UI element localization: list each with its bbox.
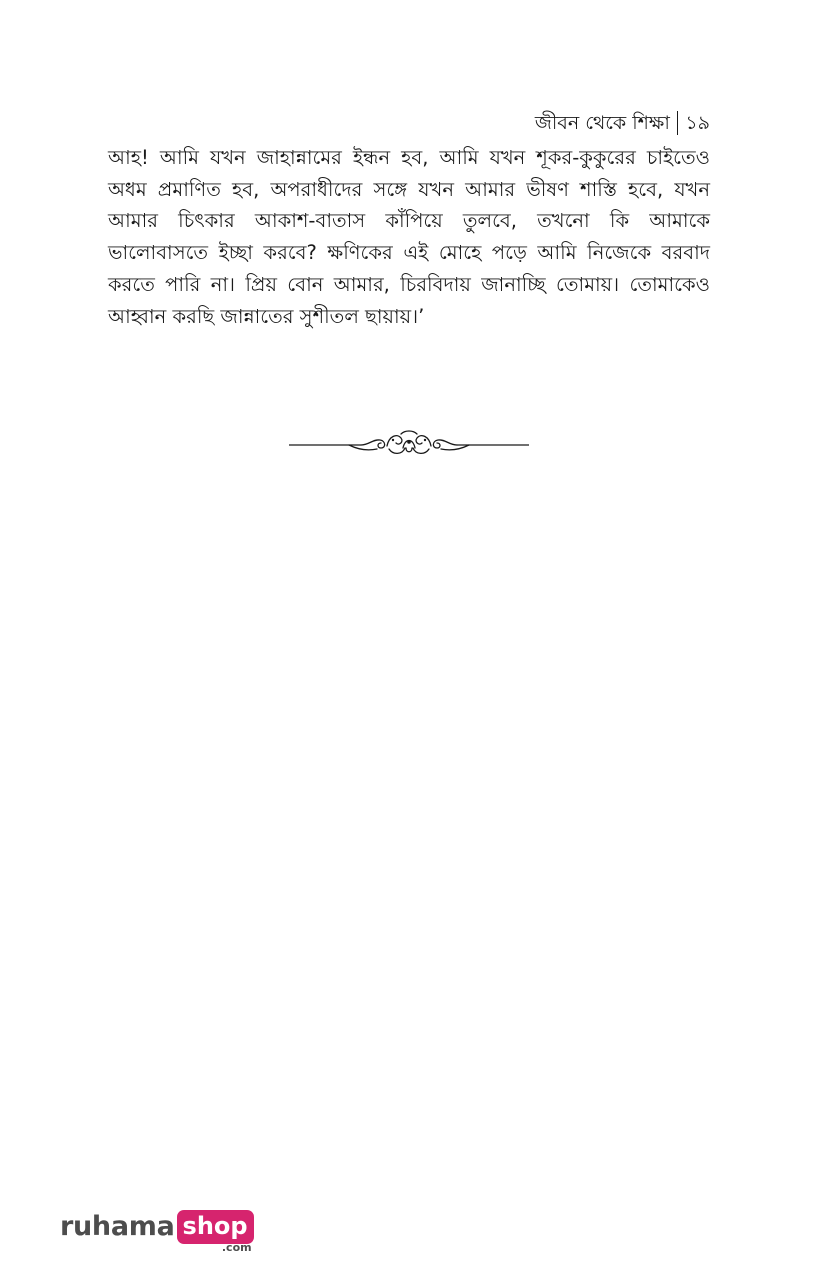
floral-divider-icon (289, 428, 529, 458)
brand-logo (60, 1210, 254, 1258)
brand-badge: shop (177, 1210, 254, 1244)
body-paragraph: আহ! আমি যখন জাহান্নামের ইন্ধন হব, আমি যখন শূকর-কুকুরের চাইতেও অধম প্রমাণিত হব, অপরাধীদের সঙ্গে যখন আমার ভীষণ শাস্তি হবে, যখন আমার চিৎকার আকাশ-বাতাস কাঁপিয়ে তুলবে, তখনো কি আমাকে ভালোবাসতে ইচ্ছা করবে? ক্ষণিকের এই মোহে পড়ে আমি নিজেকে বরবাদ করতে পারি না। প্রিয় বোন আমার, চিরবিদায় জানাচ্ছি তোমায়। তোমাকেও আহ্বান করছি জান্নাতের সুশীতল ছায়ায়।’ (108, 146, 710, 328)
running-title: জীবন থেকে শিক্ষা (534, 112, 670, 134)
page-number: ১৯ (685, 112, 710, 134)
brand-badge-wrap (177, 1210, 254, 1254)
running-header (535, 110, 710, 136)
header-divider (677, 111, 679, 135)
brand-name: ruhama (60, 1211, 175, 1242)
brand-tld: .com (221, 1241, 252, 1254)
